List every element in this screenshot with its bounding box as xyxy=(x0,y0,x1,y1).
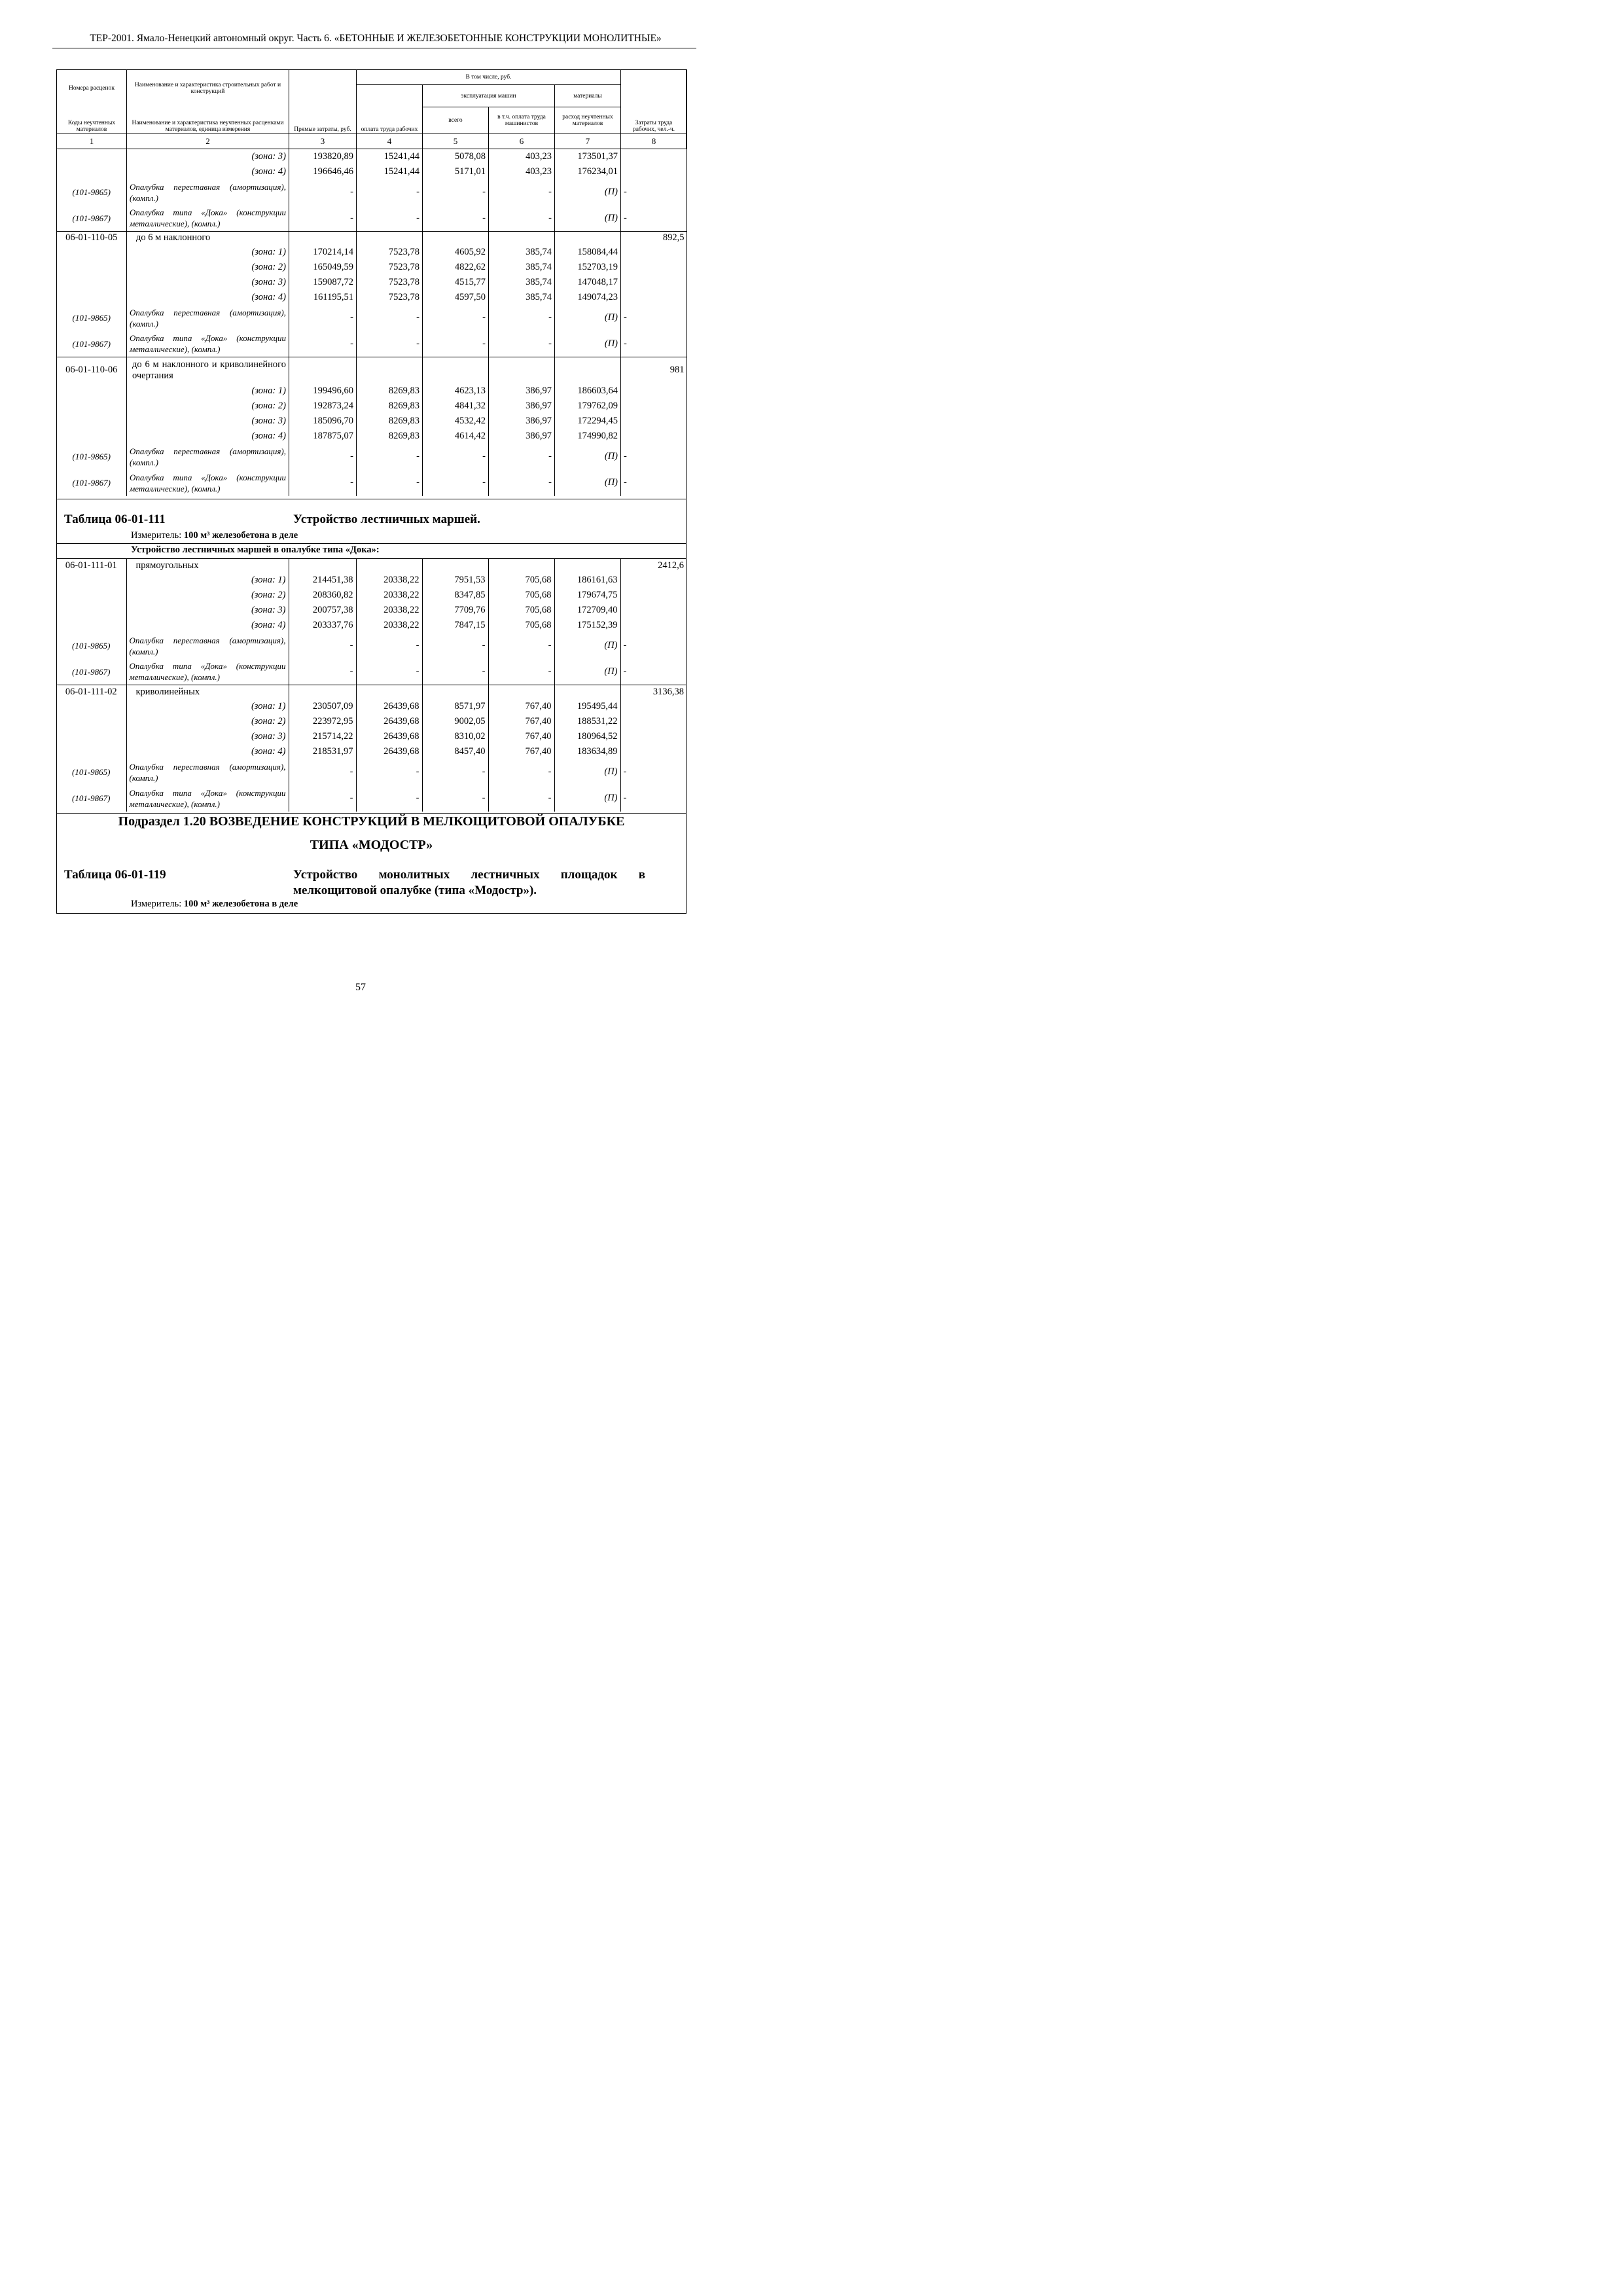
zone-label: (зона: 1) xyxy=(127,245,289,260)
machine-total: 5078,08 xyxy=(423,149,489,164)
direct-cost: 230507,09 xyxy=(289,699,356,714)
price-code: 06-01-110-05 xyxy=(65,232,118,243)
zone-label: (зона: 3) xyxy=(126,729,289,744)
material-row xyxy=(57,179,687,206)
work-name: криволинейных xyxy=(126,685,289,699)
material-code: (101-9867) xyxy=(72,338,111,349)
machine-total: 8571,97 xyxy=(422,699,488,714)
col-number: 2 xyxy=(127,134,289,149)
materials-cost: 172709,40 xyxy=(554,603,620,618)
labor-pay: 7523,78 xyxy=(357,260,423,275)
machine-total: 8310,02 xyxy=(422,729,488,744)
page-number: 57 xyxy=(355,982,366,993)
dash: - xyxy=(289,331,357,357)
material-code: (101-9865) xyxy=(72,313,111,323)
machine-pay: 386,97 xyxy=(489,399,555,414)
machine-total: 4614,42 xyxy=(423,429,489,444)
p-mark: (П) xyxy=(554,659,620,685)
direct-cost: 187875,07 xyxy=(289,429,357,444)
table-row xyxy=(57,290,687,305)
zone-label: (зона: 1) xyxy=(126,573,289,588)
dash: - xyxy=(489,206,555,232)
dash: - xyxy=(357,179,423,206)
dash: - xyxy=(356,633,422,659)
materials-cost: 176234,01 xyxy=(555,164,621,179)
dash: - xyxy=(620,659,687,685)
material-code: (101-9865) xyxy=(72,187,111,197)
dash: - xyxy=(620,785,687,812)
machine-pay: 403,23 xyxy=(489,164,555,179)
labor-pay: 8269,83 xyxy=(357,414,423,429)
table-row xyxy=(57,260,687,275)
table-row xyxy=(57,429,687,444)
dash: - xyxy=(489,305,555,331)
table-row xyxy=(57,275,687,290)
p-mark: (П) xyxy=(555,444,621,470)
dash: - xyxy=(289,470,357,496)
materials-cost: 195495,44 xyxy=(554,699,620,714)
table-row xyxy=(57,245,687,260)
dash: - xyxy=(289,206,357,232)
dash: - xyxy=(423,305,489,331)
subsection-title: Подраздел 1.20 ВОЗВЕДЕНИЕ КОНСТРУКЦИЙ В МЕЛКОЩИТОВОЙ ОПАЛУБКЕ xyxy=(118,814,625,829)
machine-pay: 386,97 xyxy=(489,384,555,399)
price-table-111 xyxy=(56,558,687,812)
machine-total: 8457,40 xyxy=(422,744,488,759)
dash: - xyxy=(289,785,356,812)
col-labor-header: оплата труда рабочих xyxy=(357,85,423,134)
direct-cost: 196646,46 xyxy=(289,164,357,179)
table-111-title: Устройство лестничных маршей. xyxy=(293,512,480,526)
price-code: 06-01-111-02 xyxy=(65,686,117,697)
col-number: 6 xyxy=(489,134,555,149)
p-mark: (П) xyxy=(555,470,621,496)
dash: - xyxy=(488,759,554,785)
measure-value: 100 м³ железобетона в деле xyxy=(183,899,298,909)
machine-pay: 385,74 xyxy=(489,245,555,260)
table-row xyxy=(57,414,687,429)
dash: - xyxy=(423,444,489,470)
material-code: (101-9865) xyxy=(72,767,111,777)
dash: - xyxy=(357,331,423,357)
col-mach-header: эксплуатация машин xyxy=(423,85,555,107)
p-mark: (П) xyxy=(554,759,620,785)
machine-total: 4822,62 xyxy=(423,260,489,275)
table-row xyxy=(56,744,687,759)
direct-cost: 215714,22 xyxy=(289,729,356,744)
dash: - xyxy=(423,470,489,496)
table-row xyxy=(56,573,687,588)
dash: - xyxy=(422,633,488,659)
direct-cost: 185096,70 xyxy=(289,414,357,429)
labor-cost: 892,5 xyxy=(621,232,687,245)
material-row xyxy=(57,470,687,496)
dash: - xyxy=(357,305,423,331)
col-codes-header: Коды неучтенных материалов xyxy=(57,107,127,134)
zone-label: (зона: 2) xyxy=(126,714,289,729)
dash: - xyxy=(621,470,687,496)
materials-cost: 179762,09 xyxy=(555,399,621,414)
dash: - xyxy=(621,305,687,331)
dash: - xyxy=(488,633,554,659)
labor-cost: 3136,38 xyxy=(620,685,687,699)
direct-cost: 192873,24 xyxy=(289,399,357,414)
col-direct-header: Прямые затраты, руб. xyxy=(289,70,357,134)
labor-pay: 15241,44 xyxy=(357,164,423,179)
table-row xyxy=(56,603,687,618)
dash: - xyxy=(422,785,488,812)
price-code: 06-01-111-01 xyxy=(65,560,117,571)
section-divider xyxy=(56,813,687,814)
materials-cost: 188531,22 xyxy=(554,714,620,729)
table-111-subtitle: Устройство лестничных маршей в опалубке типа «Дока»: xyxy=(131,545,380,555)
machine-pay: 705,68 xyxy=(488,618,554,633)
col-number: 1 xyxy=(57,134,127,149)
machine-pay: 385,74 xyxy=(489,260,555,275)
materials-cost: 180964,52 xyxy=(554,729,620,744)
labor-pay: 20338,22 xyxy=(356,573,422,588)
dash: - xyxy=(621,206,687,232)
table-row xyxy=(56,588,687,603)
p-mark: (П) xyxy=(555,206,621,232)
machine-total: 7847,15 xyxy=(422,618,488,633)
direct-cost: 208360,82 xyxy=(289,588,356,603)
direct-cost: 165049,59 xyxy=(289,260,357,275)
dash: - xyxy=(357,444,423,470)
material-code: (101-9867) xyxy=(72,478,111,488)
table-119-measure xyxy=(131,899,298,910)
material-name: Опалубка переставная (амортизация), (компл.) xyxy=(127,444,289,470)
col-mach-pay-header: в т.ч. оплата труда машинистов xyxy=(489,107,555,134)
material-name: Опалубка типа «Дока» (конструкции металлические), (компл.) xyxy=(127,206,289,232)
col-num-header: Номера расценок xyxy=(57,70,127,107)
price-code: 06-01-110-06 xyxy=(65,365,118,376)
labor-pay: 8269,83 xyxy=(357,384,423,399)
zone-label: (зона: 1) xyxy=(126,699,289,714)
dash: - xyxy=(488,659,554,685)
dash: - xyxy=(489,179,555,206)
table-119-title: Устройство монолитных лестничных площадок в xyxy=(293,868,645,882)
machine-total: 4597,50 xyxy=(423,290,489,305)
dash: - xyxy=(423,331,489,357)
page-header: ТЕР-2001. Ямало-Ненецкий автономный округ. Часть 6. «БЕТОННЫЕ И ЖЕЛЕЗОБЕТОННЫЕ КОНСТРУКЦИИ МОНОЛИТНЫЕ» xyxy=(90,33,662,44)
materials-cost: 183634,89 xyxy=(554,744,620,759)
labor-pay: 7523,78 xyxy=(357,275,423,290)
material-row xyxy=(57,206,687,232)
material-name: Опалубка типа «Дока» (конструкции металлические), (компл.) xyxy=(126,659,289,685)
p-mark: (П) xyxy=(554,633,620,659)
machine-pay: 767,40 xyxy=(488,699,554,714)
labor-pay: 15241,44 xyxy=(357,149,423,164)
dash: - xyxy=(356,785,422,812)
machine-total: 4605,92 xyxy=(423,245,489,260)
machine-pay: 705,68 xyxy=(488,573,554,588)
table-111-label: Таблица 06-01-111 xyxy=(64,512,166,526)
machine-pay: 767,40 xyxy=(488,744,554,759)
table-row xyxy=(57,164,687,179)
material-name: Опалубка переставная (амортизация), (компл.) xyxy=(126,633,289,659)
material-code: (101-9867) xyxy=(72,666,111,677)
measure-label: Измеритель: xyxy=(131,530,182,541)
material-row xyxy=(56,759,687,785)
labor-pay: 26439,68 xyxy=(356,744,422,759)
machine-pay: 403,23 xyxy=(489,149,555,164)
p-mark: (П) xyxy=(554,785,620,812)
labor-cost: 2412,6 xyxy=(620,559,687,573)
materials-cost: 175152,39 xyxy=(554,618,620,633)
price-row xyxy=(57,232,687,245)
col-mach-total-header: всего xyxy=(423,107,489,134)
machine-pay: 386,97 xyxy=(489,414,555,429)
labor-pay: 8269,83 xyxy=(357,429,423,444)
labor-pay: 20338,22 xyxy=(356,618,422,633)
zone-label: (зона: 1) xyxy=(127,384,289,399)
subsection-title-cont: ТИПА «МОДОСТР» xyxy=(310,838,433,852)
table-row xyxy=(56,729,687,744)
dash: - xyxy=(621,444,687,470)
direct-cost: 218531,97 xyxy=(289,744,356,759)
machine-pay: 705,68 xyxy=(488,588,554,603)
machine-pay: 767,40 xyxy=(488,729,554,744)
table-111-measure xyxy=(131,530,298,541)
machine-total: 4841,32 xyxy=(423,399,489,414)
col-mat-header: материалы xyxy=(555,85,621,107)
material-code: (101-9867) xyxy=(72,793,111,803)
zone-label: (зона: 4) xyxy=(126,618,289,633)
direct-cost: 214451,38 xyxy=(289,573,356,588)
col-name2-header: Наименование и характеристика неучтенных расценками материалов, единица измерения xyxy=(127,107,289,134)
table-row xyxy=(56,714,687,729)
material-row xyxy=(56,633,687,659)
dash: - xyxy=(289,305,357,331)
dash: - xyxy=(488,785,554,812)
zone-label: (зона: 2) xyxy=(127,399,289,414)
material-code: (101-9865) xyxy=(72,641,111,651)
zone-label: (зона: 3) xyxy=(127,275,289,290)
dash: - xyxy=(620,633,687,659)
dash: - xyxy=(489,444,555,470)
material-code: (101-9865) xyxy=(72,452,111,461)
machine-total: 8347,85 xyxy=(422,588,488,603)
materials-cost: 173501,37 xyxy=(555,149,621,164)
labor-pay: 26439,68 xyxy=(356,714,422,729)
col-number: 3 xyxy=(289,134,357,149)
zone-label: (зона: 4) xyxy=(126,744,289,759)
dash: - xyxy=(422,659,488,685)
table-119-label: Таблица 06-01-119 xyxy=(64,868,166,882)
direct-cost: 203337,76 xyxy=(289,618,356,633)
direct-cost: 159087,72 xyxy=(289,275,357,290)
labor-pay: 7523,78 xyxy=(357,290,423,305)
material-name: Опалубка переставная (амортизация), (компл.) xyxy=(127,179,289,206)
materials-cost: 147048,17 xyxy=(555,275,621,290)
direct-cost: 223972,95 xyxy=(289,714,356,729)
dash: - xyxy=(621,179,687,206)
material-name: Опалубка переставная (амортизация), (компл.) xyxy=(127,305,289,331)
materials-cost: 174990,82 xyxy=(555,429,621,444)
material-row xyxy=(57,305,687,331)
zone-label: (зона: 4) xyxy=(127,164,289,179)
p-mark: (П) xyxy=(555,305,621,331)
machine-pay: 767,40 xyxy=(488,714,554,729)
dash: - xyxy=(357,206,423,232)
col-number: 7 xyxy=(555,134,621,149)
table-row xyxy=(57,399,687,414)
zone-label: (зона: 2) xyxy=(126,588,289,603)
zone-label: (зона: 2) xyxy=(127,260,289,275)
materials-cost: 186603,64 xyxy=(555,384,621,399)
section-divider xyxy=(56,543,687,544)
work-name: до 6 м наклонного xyxy=(127,232,289,245)
dash: - xyxy=(423,206,489,232)
direct-cost: 200757,38 xyxy=(289,603,356,618)
machine-total: 7709,76 xyxy=(422,603,488,618)
col-number: 5 xyxy=(423,134,489,149)
material-row xyxy=(56,785,687,812)
dash: - xyxy=(489,470,555,496)
p-mark: (П) xyxy=(555,331,621,357)
dash: - xyxy=(289,633,356,659)
table-row xyxy=(57,149,687,164)
machine-total: 4623,13 xyxy=(423,384,489,399)
labor-pay: 8269,83 xyxy=(357,399,423,414)
labor-pay: 7523,78 xyxy=(357,245,423,260)
material-row xyxy=(56,659,687,685)
table-row xyxy=(57,384,687,399)
machine-total: 4532,42 xyxy=(423,414,489,429)
material-name: Опалубка типа «Дока» (конструкции металлические), (компл.) xyxy=(126,785,289,812)
machine-pay: 705,68 xyxy=(488,603,554,618)
dash: - xyxy=(423,179,489,206)
col-laborcost-header: Затраты труда рабочих, чел.-ч. xyxy=(621,70,687,134)
materials-cost: 152703,19 xyxy=(555,260,621,275)
labor-pay: 26439,68 xyxy=(356,699,422,714)
material-row xyxy=(57,444,687,470)
p-mark: (П) xyxy=(555,179,621,206)
machine-total: 5171,01 xyxy=(423,164,489,179)
work-name: до 6 м наклонного и криволинейного очертания xyxy=(127,357,289,384)
dash: - xyxy=(289,444,357,470)
zone-label: (зона: 3) xyxy=(127,414,289,429)
labor-pay: 20338,22 xyxy=(356,588,422,603)
machine-pay: 386,97 xyxy=(489,429,555,444)
dash: - xyxy=(289,759,356,785)
direct-cost: 199496,60 xyxy=(289,384,357,399)
labor-cost: 981 xyxy=(621,357,687,384)
price-row xyxy=(56,685,687,699)
direct-cost: 193820,89 xyxy=(289,149,357,164)
direct-cost: 170214,14 xyxy=(289,245,357,260)
materials-cost: 186161,63 xyxy=(554,573,620,588)
table-row xyxy=(56,618,687,633)
machine-pay: 385,74 xyxy=(489,275,555,290)
dash: - xyxy=(356,659,422,685)
measure-value: 100 м³ железобетона в деле xyxy=(183,530,298,541)
material-name: Опалубка переставная (амортизация), (компл.) xyxy=(126,759,289,785)
machine-total: 7951,53 xyxy=(422,573,488,588)
dash: - xyxy=(422,759,488,785)
dash: - xyxy=(357,470,423,496)
price-row xyxy=(57,357,687,384)
material-code: (101-9867) xyxy=(72,213,111,223)
work-name: прямоугольных xyxy=(126,559,289,573)
dash: - xyxy=(621,331,687,357)
direct-cost: 161195,51 xyxy=(289,290,357,305)
labor-pay: 26439,68 xyxy=(356,729,422,744)
dash: - xyxy=(489,331,555,357)
dash: - xyxy=(620,759,687,785)
dash: - xyxy=(356,759,422,785)
machine-total: 4515,77 xyxy=(423,275,489,290)
materials-cost: 149074,23 xyxy=(555,290,621,305)
material-name: Опалубка типа «Дока» (конструкции металлические), (компл.) xyxy=(127,470,289,496)
col-number: 4 xyxy=(357,134,423,149)
col-name-header: Наименование и характеристика строительных работ и конструкций xyxy=(127,70,289,107)
zone-label: (зона: 3) xyxy=(126,603,289,618)
machine-pay: 385,74 xyxy=(489,290,555,305)
machine-total: 9002,05 xyxy=(422,714,488,729)
zone-label: (зона: 4) xyxy=(127,429,289,444)
price-table xyxy=(56,69,687,496)
col-mat-use-header: расход неучтенных материалов xyxy=(555,107,621,134)
labor-pay: 20338,22 xyxy=(356,603,422,618)
zone-label: (зона: 3) xyxy=(127,149,289,164)
table-119-title-cont: мелкощитовой опалубке (типа «Модостр»). xyxy=(293,884,537,897)
zone-label: (зона: 4) xyxy=(127,290,289,305)
material-name: Опалубка типа «Дока» (конструкции металлические), (компл.) xyxy=(127,331,289,357)
table-row xyxy=(56,699,687,714)
materials-cost: 179674,75 xyxy=(554,588,620,603)
materials-cost: 172294,45 xyxy=(555,414,621,429)
col-number: 8 xyxy=(621,134,687,149)
col-incl-header: В том числе, руб. xyxy=(357,70,621,85)
price-row xyxy=(56,559,687,573)
dash: - xyxy=(289,659,356,685)
materials-cost: 158084,44 xyxy=(555,245,621,260)
dash: - xyxy=(289,179,357,206)
measure-label: Измеритель: xyxy=(131,899,182,909)
material-row xyxy=(57,331,687,357)
